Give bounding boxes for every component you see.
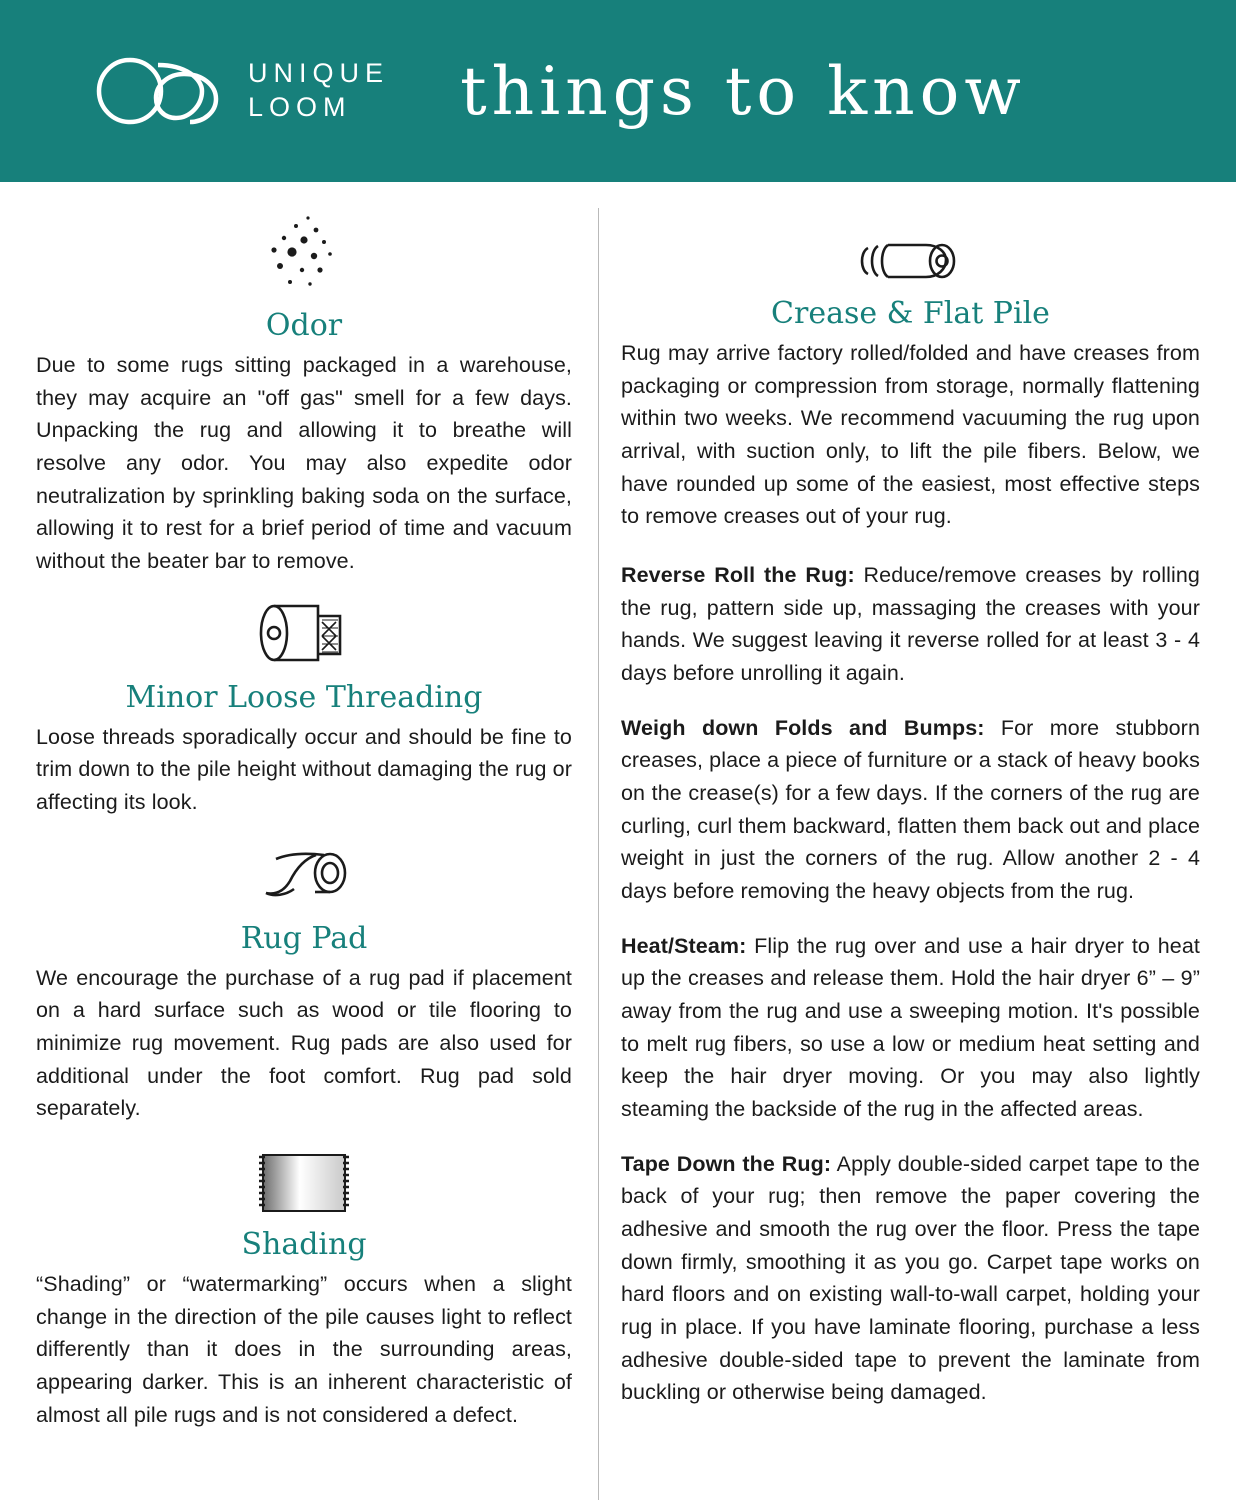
right-column — [621, 208, 1200, 1500]
tip-reverse-roll-lead: Reverse Roll the Rug: — [621, 563, 855, 588]
page-header — [0, 0, 1236, 182]
section-title-shading: Shading — [241, 1227, 367, 1263]
section-body-shading: “Shading” or “watermarking” occurs when a slight change in the direction of the pile causes light to reflect differently than it does in the surrounding areas, appearing darker. This is an inherent characteristic of almost all pile rugs and is not considered a defect. — [36, 1272, 572, 1427]
rolled-rug-crease-icon — [621, 208, 1200, 292]
tip-weigh-down-lead: Weigh down Folds and Bumps: — [621, 715, 985, 740]
tip-weigh-down-body: For more stubborn creases, place a piece of furniture or a stack of heavy books on the crease(s) for a few days. If the corners of the rug are curling, curl them backward, flatten them back out and place weight in just the corners of the rug. Allow another 2 - 4 days before removing the heavy objects from the rug. — [621, 715, 1200, 904]
tip-heat-steam-body: Flip the rug over and use a hair dryer to heat up the creases and release them. Hold the hair dryer 6” – 9” away from the rug and use a sweeping motion. It's possible to melt rug fibers, so use a low or medium heat setting and keep the hair dryer moving. Or you may also lightly steaming the backside of the rug in the affected areas. — [621, 933, 1200, 1122]
shaded-rug-icon — [36, 1127, 572, 1223]
section-body-rug-pad: We encourage the purchase of a rug pad if placement on a hard surface such as wood or tile flooring to minimize rug movement. Rug pads are also used for additional under the foot comfort. Rug pad sold separately. — [36, 965, 572, 1121]
section-title-rug-pad: Rug Pad — [240, 920, 368, 956]
section-shading — [36, 1127, 572, 1431]
section-odor — [36, 208, 572, 578]
tip-tape-down-lead: Tape Down the Rug: — [621, 1151, 832, 1176]
crease-intro-paragraph: Rug may arrive factory rolled/folded and have creases from packaging or compression from storage, normally flattening within two weeks. We recommend vacuuming the rug upon arrival, with suction only, to lift the pile fibers. Below, we have rounded up some of the easiest, most effective steps to remove creases out of your rug. — [621, 341, 1200, 529]
left-column — [36, 208, 598, 1500]
brand-line-2: LOOM — [248, 92, 352, 122]
rug-pad-roll-icon — [36, 821, 572, 917]
column-divider — [598, 208, 599, 1500]
tip-reverse-roll-body: Reduce/remove creases by rolling the rug, pattern side up, massaging the creases with your hands. We suggest leaving it reverse rolled for at least 3 - 4 days before unrolling it again. — [621, 563, 1200, 686]
brand-line-1: UNIQUE — [248, 58, 390, 89]
tip-reverse-roll — [621, 559, 1200, 690]
section-rug-pad — [36, 821, 572, 1125]
section-title-odor: Odor — [265, 308, 343, 343]
tip-heat-steam — [621, 930, 1200, 1126]
section-title-crease-flat-pile: Crease & Flat Pile — [771, 296, 1050, 331]
section-body-odor: Due to some rugs sitting packaged in a warehouse, they may acquire an "off gas" smell for a few days. Unpacking the rug and allowing it to breathe will resolve any odor. You may also expedite odor neutralization by sprinkling baking soda on the surface, allowing it to rest for a brief period of time and vacuum without the beater bar to remove. — [36, 353, 572, 574]
page-title: things to know — [460, 52, 1026, 130]
odor-dots-icon — [36, 208, 572, 304]
rolled-rug-loose-thread-icon — [36, 580, 572, 676]
tip-tape-down-body: Apply double-sided carpet tape to the back of your rug; then remove the paper covering the adhesive and smooth the rug over the floor. Press the tape down firmly, smoothing it as you go. Carpet tape works on hard floors and on existing wall-to-wall carpet, holding your rug in place. If you have laminate flooring, purchase a less adhesive double-sided tape to prevent the laminate from buckling or otherwise being damaged. — [621, 1151, 1200, 1405]
content-area — [0, 182, 1236, 1500]
tip-heat-steam-lead: Heat/Steam: — [621, 933, 747, 958]
section-loose-threading — [36, 580, 572, 819]
tip-weigh-down — [621, 712, 1200, 908]
tip-tape-down — [621, 1148, 1200, 1409]
section-title-loose-threading: Minor Loose Threading — [125, 679, 483, 715]
section-body-loose-threading: Loose threads sporadically occur and should be fine to trim down to the pile height without damaging the rug or affecting its look. — [36, 724, 572, 815]
